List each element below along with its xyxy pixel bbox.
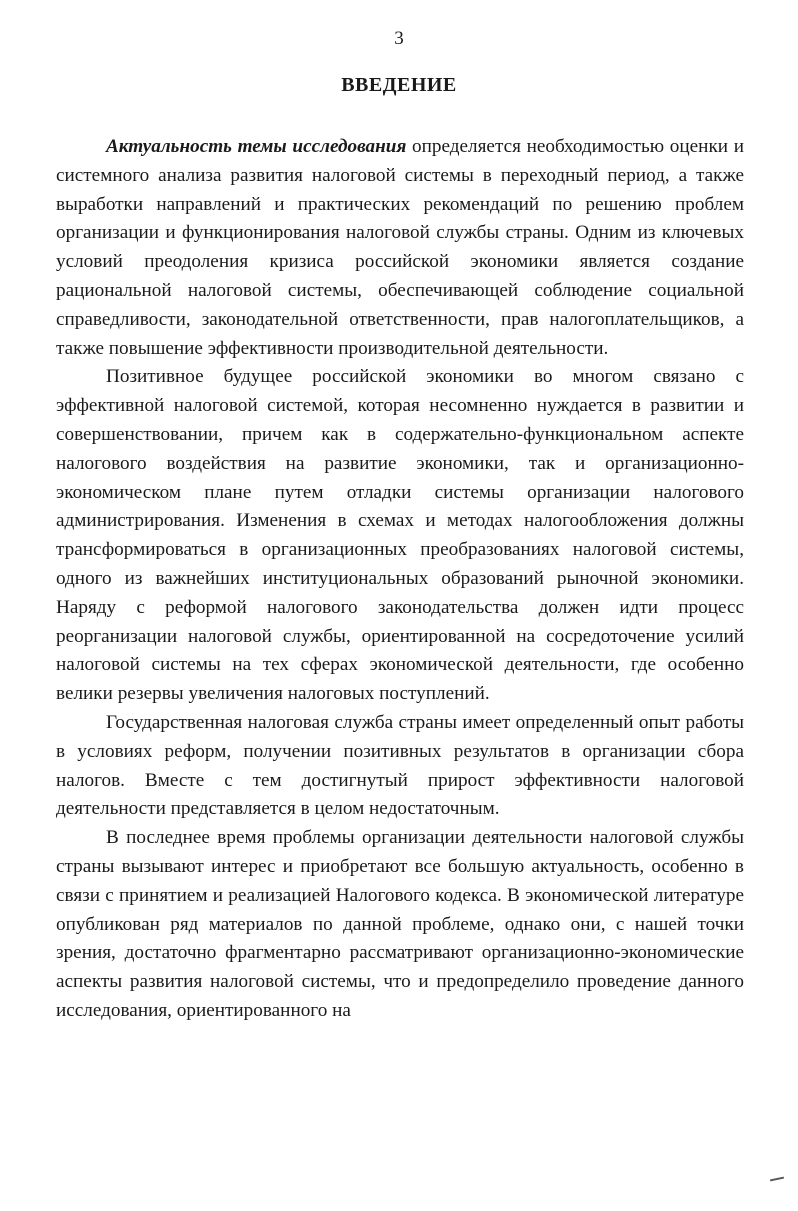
paragraph-tax-service-experience: Государственная налоговая служба страны имеет определенный опыт работы в условиях реформ, получении позитивных результатов в организации сбора налогов. Вместе с тем достигнутый прирост эффективности налоговой деятельности представляется в целом недостаточным.	[56, 711, 744, 820]
page-title: ВВЕДЕНИЕ	[341, 74, 457, 96]
paragraph-relevance	[56, 133, 744, 363]
scan-mark	[770, 1177, 784, 1182]
body-text	[56, 133, 744, 1026]
paragraph-recent-problems: В последнее время проблемы организации деятельности налоговой службы страны вызывают интерес и приобретают все большую актуальность, особенно в связи с принятием и реализацией Налогового кодекса. В экономической литературе опубликован ряд материалов по данной проблеме, однако они, с нашей точки зрения, достаточно фрагментарно рассматривают организационно-экономические аспекты развития налоговой системы, что и предопределило проведение данного исследования, ориентированного на	[56, 827, 744, 1021]
paragraph-future-economy: Позитивное будущее российской экономики во многом связано с эффективной налоговой системой, которая несомненно нуждается в развитии и совершенствовании, причем как в содержательно-функциональном аспекте налогового воздействия на развитие экономики, так и организационно-экономическом плане путем отладки системы организации налогового администрирования. Изменения в схемах и методах налогообложения должны трансформироваться в организационных преобразованиях налоговой системы, одного из важнейших институциональных образований рыночной экономики. Наряду с реформой налогового законодательства должен идти процесс реорганизации налоговой службы, ориентированной на сосредоточение усилий налоговой системы на тех сферах экономической деятельности, где особенно велики резервы увеличения налоговых поступлений.	[56, 366, 744, 705]
paragraph-lead-emphasis: Актуальность темы исследования	[106, 136, 407, 157]
page-number: 3	[394, 28, 404, 49]
paragraph-text: определяется необходимостью оценки и системного анализа развития налоговой системы в переходный период, а также выработки направлений и практических рекомендаций по решению проблем организации и функционирования налоговой службы страны. Одним из ключевых условий преодоления кризиса российской экономики является создание рациональной налоговой системы, обеспечивающей соблюдение социальной справедливости, законодательной ответственности, прав налогоплательщиков, а также повышение эффективности производительной деятельности.	[56, 136, 744, 359]
